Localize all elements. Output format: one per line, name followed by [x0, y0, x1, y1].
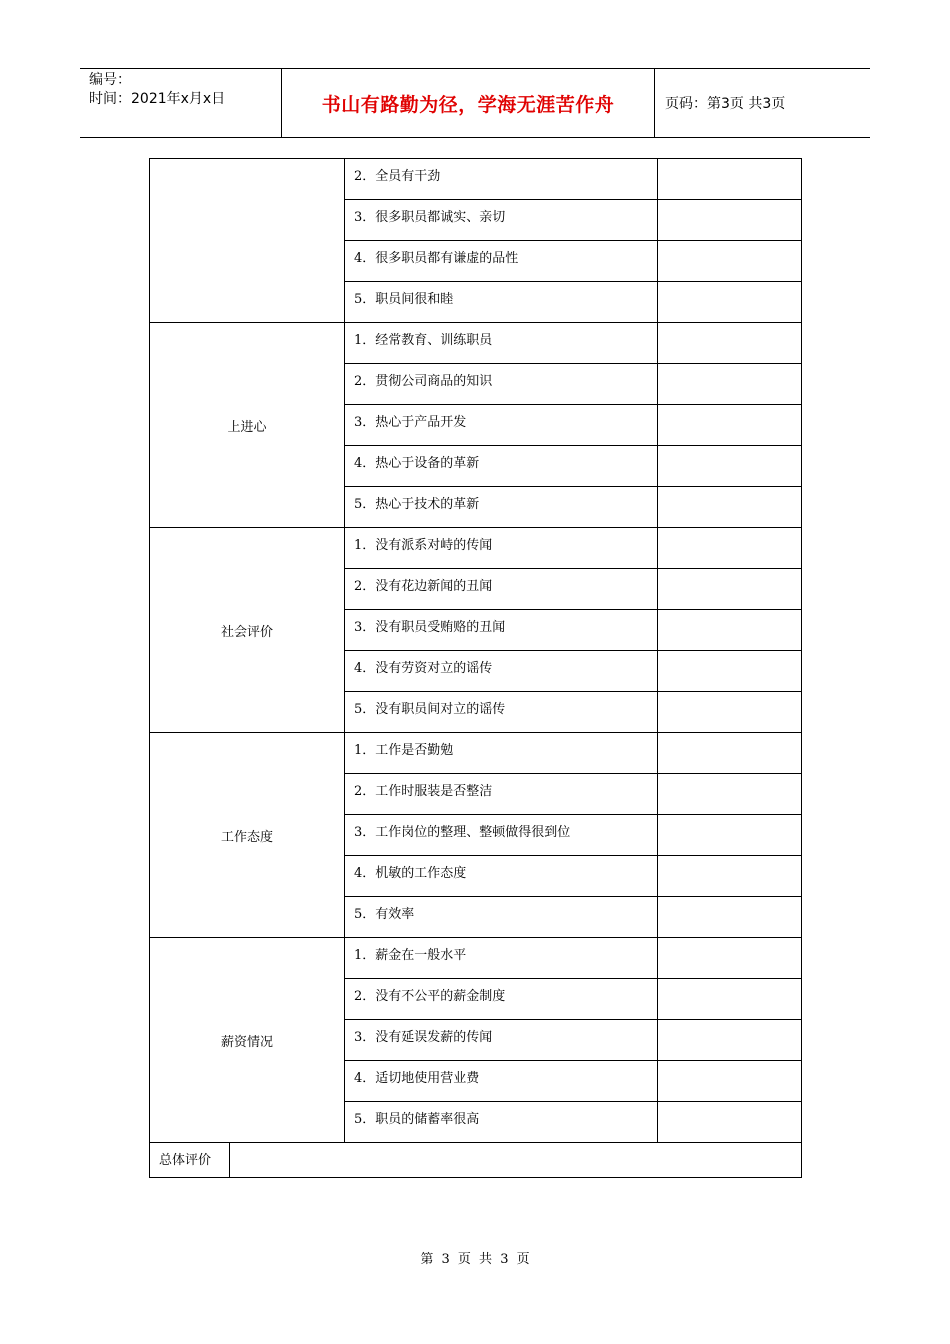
item-cell: 1．薪金在一般水平 — [345, 938, 658, 979]
score-cell[interactable] — [658, 692, 802, 733]
item-cell: 1．经常教育、训练职员 — [345, 323, 658, 364]
evaluation-table — [149, 158, 802, 1178]
category-cell: 工作态度 — [150, 733, 345, 938]
item-cell: 4．很多职员都有谦虚的品性 — [345, 241, 658, 282]
score-cell[interactable] — [658, 1102, 802, 1143]
item-cell: 4．没有劳资对立的谣传 — [345, 651, 658, 692]
item-cell: 2．工作时服装是否整洁 — [345, 774, 658, 815]
score-cell[interactable] — [658, 487, 802, 528]
item-cell: 3．没有延误发薪的传闻 — [345, 1020, 658, 1061]
score-cell[interactable] — [658, 323, 802, 364]
header-left — [80, 69, 282, 137]
score-cell[interactable] — [658, 610, 802, 651]
table-row — [150, 733, 802, 774]
score-cell[interactable] — [658, 1020, 802, 1061]
score-cell[interactable] — [658, 774, 802, 815]
motto: 书山有路勤为径，学海无涯苦作舟 — [321, 93, 615, 116]
score-cell[interactable] — [658, 897, 802, 938]
total-cell — [150, 1143, 802, 1178]
score-cell[interactable] — [658, 200, 802, 241]
score-cell[interactable] — [658, 241, 802, 282]
page-header — [80, 68, 870, 138]
score-cell[interactable] — [658, 733, 802, 774]
item-cell: 3．很多职员都诚实、亲切 — [345, 200, 658, 241]
category-cell: 社会评价 — [150, 528, 345, 733]
table-row — [150, 323, 802, 364]
item-cell: 3．工作岗位的整理、整顿做得很到位 — [345, 815, 658, 856]
item-cell: 1．工作是否勤勉 — [345, 733, 658, 774]
page-footer: 第 3 页 共 3 页 — [420, 1252, 530, 1267]
score-cell[interactable] — [658, 856, 802, 897]
item-cell: 5．职员的储蓄率很高 — [345, 1102, 658, 1143]
item-cell: 5．没有职员间对立的谣传 — [345, 692, 658, 733]
score-cell[interactable] — [658, 651, 802, 692]
score-cell[interactable] — [658, 159, 802, 200]
score-cell[interactable] — [658, 446, 802, 487]
category-cell: 上进心 — [150, 323, 345, 528]
item-cell: 2．没有花边新闻的丑闻 — [345, 569, 658, 610]
item-cell: 3．没有职员受贿赂的丑闻 — [345, 610, 658, 651]
score-cell[interactable] — [658, 282, 802, 323]
header-motto-cell — [282, 69, 655, 137]
number-label: 编号： — [89, 72, 131, 88]
item-cell: 5．有效率 — [345, 897, 658, 938]
table-row — [150, 528, 802, 569]
item-cell: 2．贯彻公司商品的知识 — [345, 364, 658, 405]
item-cell: 4．机敏的工作态度 — [345, 856, 658, 897]
total-inner — [150, 1143, 801, 1177]
item-cell: 4．适切地使用营业费 — [345, 1061, 658, 1102]
page-label: 页码：第3页 共3页 — [665, 96, 786, 112]
category-cell — [150, 159, 345, 323]
item-cell: 2．全员有干劲 — [345, 159, 658, 200]
total-label: 总体评价 — [150, 1143, 230, 1177]
total-value[interactable] — [230, 1143, 801, 1177]
score-cell[interactable] — [658, 938, 802, 979]
score-cell[interactable] — [658, 364, 802, 405]
item-cell: 3．热心于产品开发 — [345, 405, 658, 446]
item-cell: 5．职员间很和睦 — [345, 282, 658, 323]
score-cell[interactable] — [658, 815, 802, 856]
score-cell[interactable] — [658, 569, 802, 610]
table-row — [150, 159, 802, 200]
score-cell[interactable] — [658, 528, 802, 569]
header-right — [655, 69, 870, 137]
item-cell: 1．没有派系对峙的传闻 — [345, 528, 658, 569]
table-row — [150, 938, 802, 979]
score-cell[interactable] — [658, 405, 802, 446]
time-label: 时间：2021年x月x日 — [89, 91, 226, 107]
item-cell: 5．热心于技术的革新 — [345, 487, 658, 528]
total-row — [150, 1143, 802, 1178]
score-cell[interactable] — [658, 979, 802, 1020]
item-cell: 4．热心于设备的革新 — [345, 446, 658, 487]
item-cell: 2．没有不公平的薪金制度 — [345, 979, 658, 1020]
evaluation-table-body — [150, 159, 802, 1178]
score-cell[interactable] — [658, 1061, 802, 1102]
category-cell: 薪资情况 — [150, 938, 345, 1143]
